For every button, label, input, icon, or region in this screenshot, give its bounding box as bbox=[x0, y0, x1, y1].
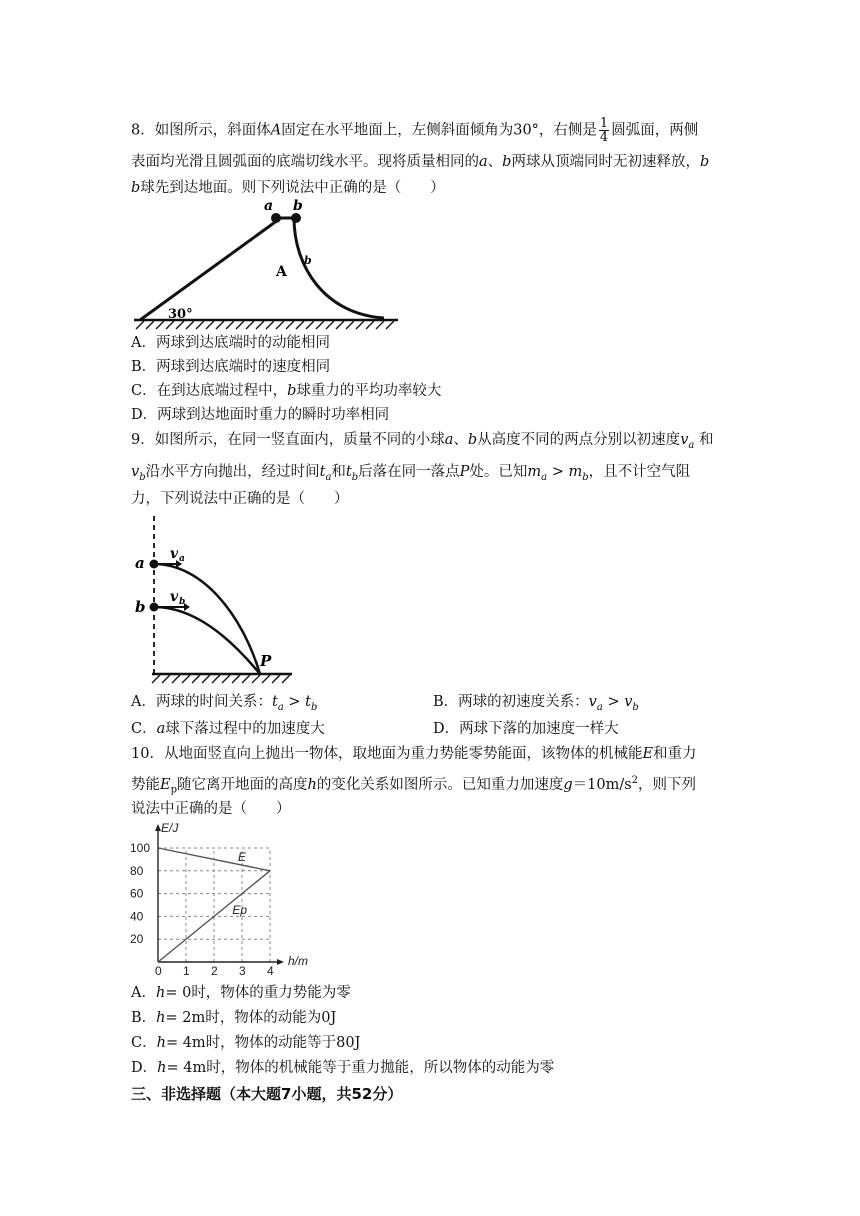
q10-energy-chart bbox=[128, 820, 318, 980]
series-label-e: E bbox=[238, 850, 247, 865]
y-axis-label: E/J bbox=[161, 821, 179, 835]
one-quarter-fraction: $\frac{1}{4}$ bbox=[599, 116, 609, 145]
fig-label-a: a bbox=[135, 554, 145, 572]
q10-stem-line3: 说法中正确的是（ ） bbox=[131, 801, 291, 817]
fig-label-P: P bbox=[260, 652, 272, 670]
y-tick-label: 100 bbox=[130, 841, 151, 855]
fig-label-va: v bbox=[170, 546, 179, 562]
fig-label-b: b bbox=[135, 598, 146, 616]
q10-stem-line2: 势能$E_p$随它离开地面的高度h的变化关系如图所示。已知重力加速度$g=10m/s^2$，则下列 bbox=[131, 775, 697, 796]
q9-projectile-figure bbox=[132, 514, 302, 690]
q9-stem-line2: $v_b$沿水平方向抛出，经过时间$t_a$和$t_b$后落在同一落点P处。已知$m_a > m_b$，且不计空气阻 bbox=[131, 464, 691, 483]
q8-option-a: A．两球到达底端时的动能相同 bbox=[131, 335, 330, 351]
y-tick-label: 80 bbox=[130, 863, 144, 878]
q8-stem-line2: 表面均光滑且圆弧面的底端切线水平。现将质量相同的a、b两球从顶端同时无初速释放，b bbox=[131, 154, 710, 170]
ground-hatching bbox=[136, 321, 394, 329]
x-tick-label: 4 bbox=[267, 964, 274, 978]
q8-stem-line3: b球先到达地面。则下列说法中正确的是（ ） bbox=[131, 180, 445, 196]
q8-option-c: C．在到达底端过程中，b球重力的平均功率较大 bbox=[131, 383, 442, 399]
q9-option-c: C．a球下落过程中的加速度大 bbox=[131, 721, 325, 737]
fig-label-vb: v bbox=[170, 589, 179, 605]
ground-hatching bbox=[152, 675, 290, 683]
q10-option-d: D．h= 4m时，物体的机械能等于重力拋能，所以物体的动能为零 bbox=[131, 1060, 555, 1076]
q10-option-b: B．h= 2m时，物体的动能为0J bbox=[131, 1010, 337, 1026]
q9-stem-line1: 9．如图所示，在同一竖直面内，质量不同的小球a、b从高度不同的两点分别以初速度$v_a$ 和 bbox=[131, 432, 714, 451]
y-tick-label: 40 bbox=[130, 909, 144, 924]
fig-label-b: b bbox=[293, 198, 303, 214]
svg-text:a: a bbox=[179, 554, 185, 564]
q10-option-c: C．h= 4m时，物体的动能等于80J bbox=[131, 1035, 361, 1051]
q9-option-d: D．两球下落的加速度一样大 bbox=[433, 721, 619, 737]
y-tick-label: 60 bbox=[130, 886, 144, 901]
x-axis-label: h/m bbox=[288, 954, 309, 968]
q8-stem-line1: 8．如图所示，斜面体A固定在水平地面上，左侧斜面倾角为30°，右侧是 $\frac{1}{4}$ 圆弧面，两侧 bbox=[131, 116, 699, 145]
x-axis-arrow bbox=[277, 959, 284, 965]
x-tick-label: 3 bbox=[239, 964, 246, 978]
fig-label-A: A bbox=[276, 264, 287, 280]
x-tick-label: 1 bbox=[183, 964, 190, 978]
q9-option-a: A．两球的时间关系：$t_a > t_b$ bbox=[131, 694, 318, 713]
x-tick-label: 2 bbox=[211, 964, 218, 978]
q9-stem-line3: 力，下列说法中正确的是（ ） bbox=[131, 491, 349, 507]
svg-text:b: b bbox=[179, 597, 186, 607]
q10-stem-line1: 10．从地面竖直向上抛出一物体，取地面为重力势能零势能面，该物体的机械能E和重力 bbox=[131, 746, 697, 762]
x-tick-label: 0 bbox=[155, 964, 162, 978]
q8-incline-figure bbox=[134, 196, 398, 330]
fig-label-a: a bbox=[264, 198, 274, 214]
svg-text:b: b bbox=[304, 254, 312, 267]
q8-option-b: B．两球到达底端时的速度相同 bbox=[131, 359, 331, 375]
section-heading: 三、非选择题（本大题7小题，共52分） bbox=[131, 1085, 403, 1103]
q9-option-b: B．两球的初速度关系：$v_a > v_b$ bbox=[433, 694, 639, 713]
series-label-ep: Ep bbox=[232, 903, 248, 918]
q8-option-d: D．两球到达地面时重力的瞬时功率相同 bbox=[131, 407, 390, 423]
y-tick-label: 20 bbox=[130, 932, 144, 947]
fig-angle-label: 30° bbox=[168, 307, 193, 322]
q10-option-a: A．h= 0时，物体的重力势能为零 bbox=[131, 985, 351, 1001]
